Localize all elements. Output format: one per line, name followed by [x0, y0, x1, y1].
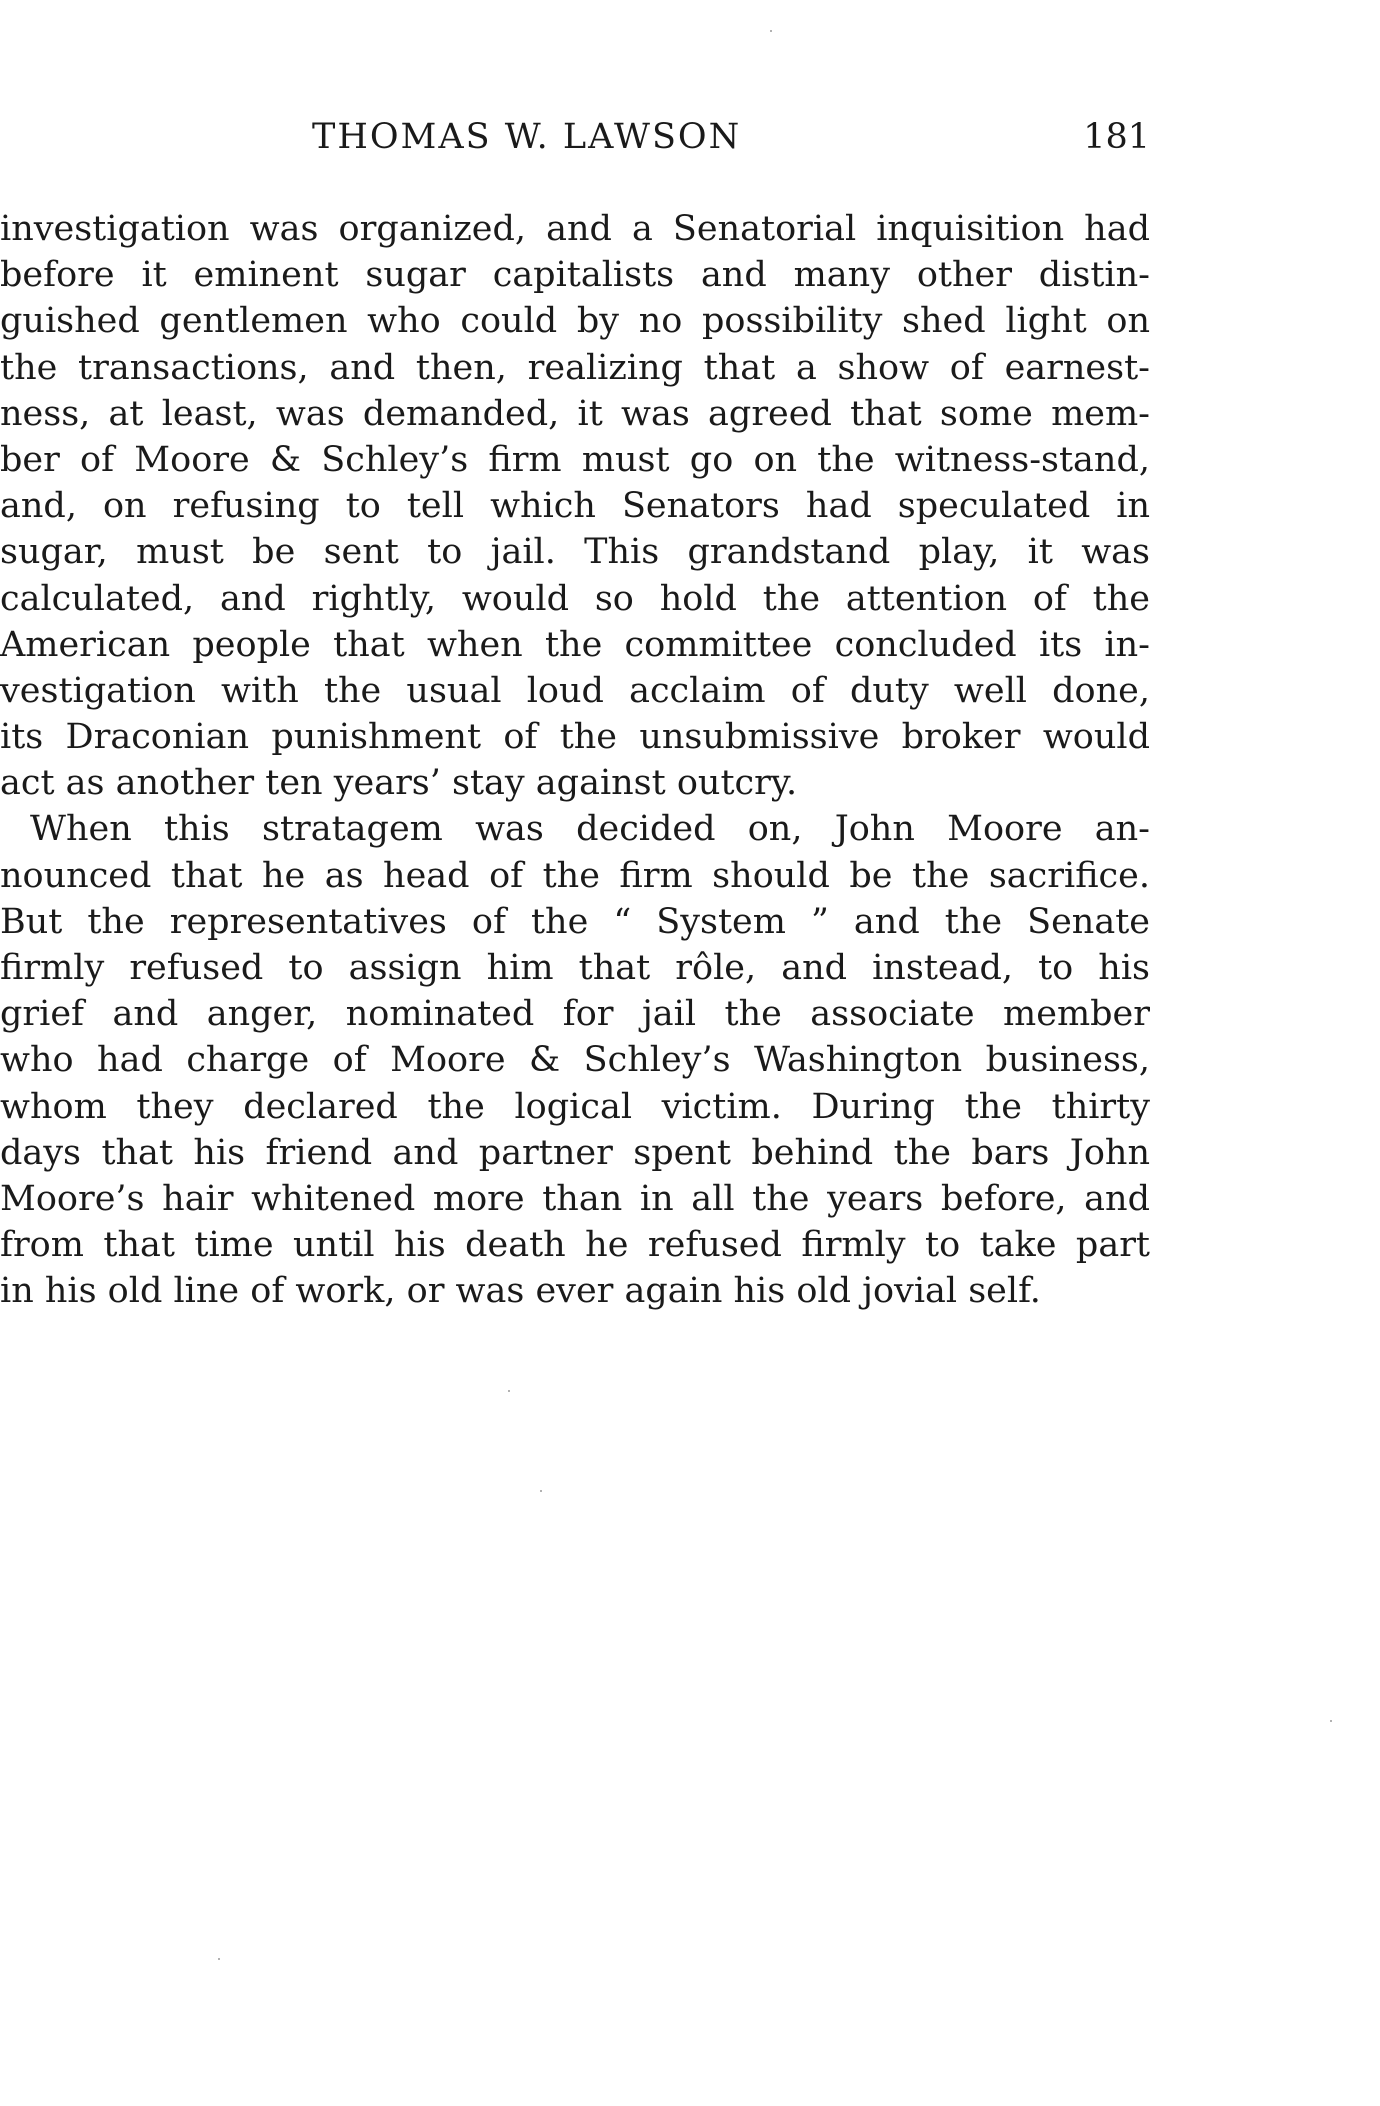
text-line: nounced that he as head of the firm should be the sacrifice. [0, 855, 1150, 896]
scan-speck [508, 1390, 510, 1392]
text-line: whom they declared the logical victim. During the thirty [0, 1086, 1150, 1127]
running-title: THOMAS W. LAWSON [312, 117, 742, 157]
text-line: before it eminent sugar capitalists and many other distin- [0, 255, 1150, 296]
text-line: its Draconian punishment of the unsubmissive broker would [0, 717, 1150, 758]
scan-speck [770, 30, 772, 32]
text-line: in his old line of work, or was ever again his old jovial self. [0, 1271, 1041, 1312]
text-line: who had charge of Moore & Schley’s Washington business, [0, 1040, 1150, 1081]
text-line: days that his friend and partner spent behind the bars John [0, 1132, 1150, 1173]
text-line: from that time until his death he refused firmly to take part [0, 1225, 1150, 1266]
text-line: guished gentlemen who could by no possibility shed light on [0, 301, 1150, 342]
page-number: 181 [1083, 117, 1150, 157]
text-line: When this stratagem was decided on, John Moore an- [30, 809, 1150, 850]
text-line: and, on refusing to tell which Senators had speculated in [0, 486, 1150, 527]
text-line: the transactions, and then, realizing that a show of earnest- [0, 347, 1150, 388]
text-line: calculated, and rightly, would so hold the attention of the [0, 578, 1150, 619]
body-text [0, 206, 1150, 1315]
text-line: grief and anger, nominated for jail the associate member [0, 994, 1150, 1035]
paragraph-1 [0, 206, 1150, 806]
text-line: American people that when the committee concluded its in- [0, 624, 1150, 665]
text-line: Moore’s hair whitened more than in all the years before, and [0, 1178, 1150, 1219]
scan-speck [218, 1958, 220, 1960]
running-header [0, 112, 1150, 162]
text-line: investigation was organized, and a Senatorial inquisition had [0, 209, 1150, 249]
text-line: But the representatives of the “ System ” and the Senate [0, 901, 1150, 942]
scan-speck [1330, 1720, 1332, 1722]
scan-speck [540, 1490, 542, 1492]
text-line: ness, at least, was demanded, it was agreed that some mem- [0, 393, 1150, 434]
text-line: sugar, must be sent to jail. This grandstand play, it was [0, 532, 1150, 573]
text-line: firmly refused to assign him that rôle, and instead, to his [0, 948, 1150, 988]
text-line: ber of Moore & Schley’s firm must go on the witness-stand, [0, 439, 1150, 480]
paragraph-2 [0, 806, 1150, 1314]
text-line: vestigation with the usual loud acclaim of duty well done, [0, 670, 1150, 711]
text-line: act as another ten years’ stay against outcry. [0, 763, 798, 804]
